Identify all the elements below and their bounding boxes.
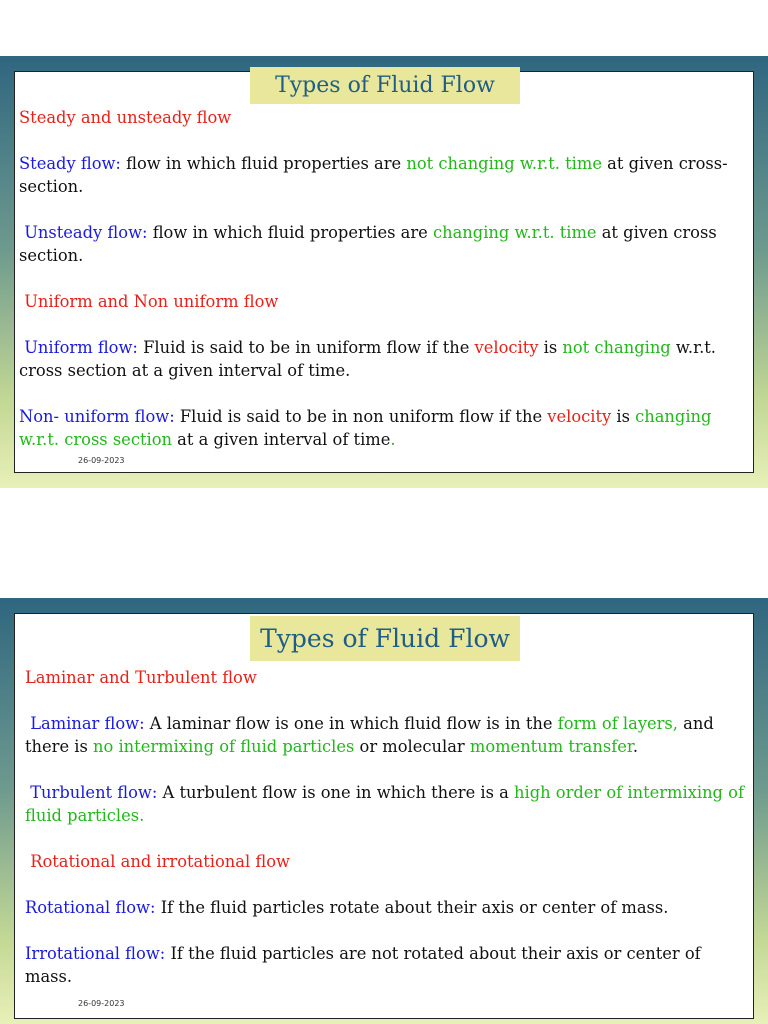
highlight-red-text: velocity — [547, 407, 612, 426]
definition-text: or molecular — [354, 737, 470, 756]
term-label: Steady flow: — [19, 154, 121, 173]
term-label: Unsteady flow: — [24, 223, 148, 242]
definition-text: If the fluid particles rotate about their axis or center of mass. — [155, 898, 669, 917]
unsteady-flow-definition — [19, 221, 745, 267]
definition-text: If the fluid particles are not rotated about their axis or center of mass. — [25, 944, 701, 986]
rotational-flow-definition — [25, 896, 745, 919]
definition-text: at given cross-section. — [19, 154, 728, 196]
definition-text: is — [611, 407, 636, 426]
slide-title: Types of Fluid Flow — [250, 616, 520, 661]
turbulent-flow-definition — [25, 781, 745, 827]
slide-steady-uniform — [0, 56, 768, 488]
slide-laminar-rotational — [0, 598, 768, 1024]
definition-text: at given cross section. — [19, 223, 717, 265]
nonuniform-flow-definition — [19, 405, 745, 451]
definition-text: A laminar flow is one in which fluid flow is in the — [144, 714, 558, 733]
steady-flow-definition — [19, 152, 745, 198]
slide-content-panel — [14, 613, 754, 1019]
term-label: Uniform flow: — [24, 338, 138, 357]
slide-content-panel — [14, 71, 754, 473]
definition-text: is — [538, 338, 563, 357]
heading-text: Uniform and Non uniform flow — [24, 292, 279, 311]
section-heading-uniform — [19, 290, 745, 313]
term-label: Irrotational flow: — [25, 944, 166, 963]
highlight-text: high order of intermixing of fluid particles. — [25, 783, 744, 825]
highlight-text: . — [390, 430, 396, 449]
definition-text: Fluid is said to be in uniform flow if the — [137, 338, 475, 357]
highlight-red-text: velocity — [474, 338, 539, 357]
slide-date: 26-09-2023 — [78, 999, 125, 1008]
laminar-flow-definition — [25, 712, 745, 758]
term-label: Laminar flow: — [30, 714, 145, 733]
heading-text: Rotational and irrotational flow — [30, 852, 290, 871]
highlight-text: form of layers, — [557, 714, 678, 733]
highlight-text: not changing w.r.t. time — [406, 154, 602, 173]
section-heading-laminar: Laminar and Turbulent flow — [25, 668, 257, 687]
slide-body — [25, 666, 745, 1011]
definition-text: flow in which fluid properties are — [120, 154, 407, 173]
uniform-flow-definition — [19, 336, 745, 382]
section-heading-rotational — [25, 850, 745, 873]
highlight-text: changing w.r.t. time — [432, 223, 597, 242]
highlight-text: no intermixing of fluid particles — [93, 737, 355, 756]
highlight-text: momentum transfer — [469, 737, 633, 756]
slide-title: Types of Fluid Flow — [250, 67, 520, 104]
definition-text: Fluid is said to be in non uniform flow if the — [174, 407, 548, 426]
term-label: Rotational flow: — [25, 898, 156, 917]
highlight-text: changing w.r.t. cross section — [19, 407, 712, 449]
definition-text: at a given interval of time — [171, 430, 391, 449]
definition-text: w.r.t. cross section at a given interval of time. — [19, 338, 716, 380]
definition-text: . — [632, 737, 639, 756]
section-heading-steady: Steady and unsteady flow — [19, 108, 232, 127]
definition-text: flow in which fluid properties are — [147, 223, 433, 242]
slide-body — [19, 106, 745, 474]
term-label: Turbulent flow: — [30, 783, 158, 802]
definition-text: and there is — [25, 714, 714, 756]
term-label: Non- uniform flow: — [19, 407, 175, 426]
highlight-text: not changing — [562, 338, 671, 357]
definition-text: A turbulent flow is one in which there is a — [157, 783, 514, 802]
slide-date: 26-09-2023 — [78, 456, 125, 465]
irrotational-flow-definition — [25, 942, 745, 988]
